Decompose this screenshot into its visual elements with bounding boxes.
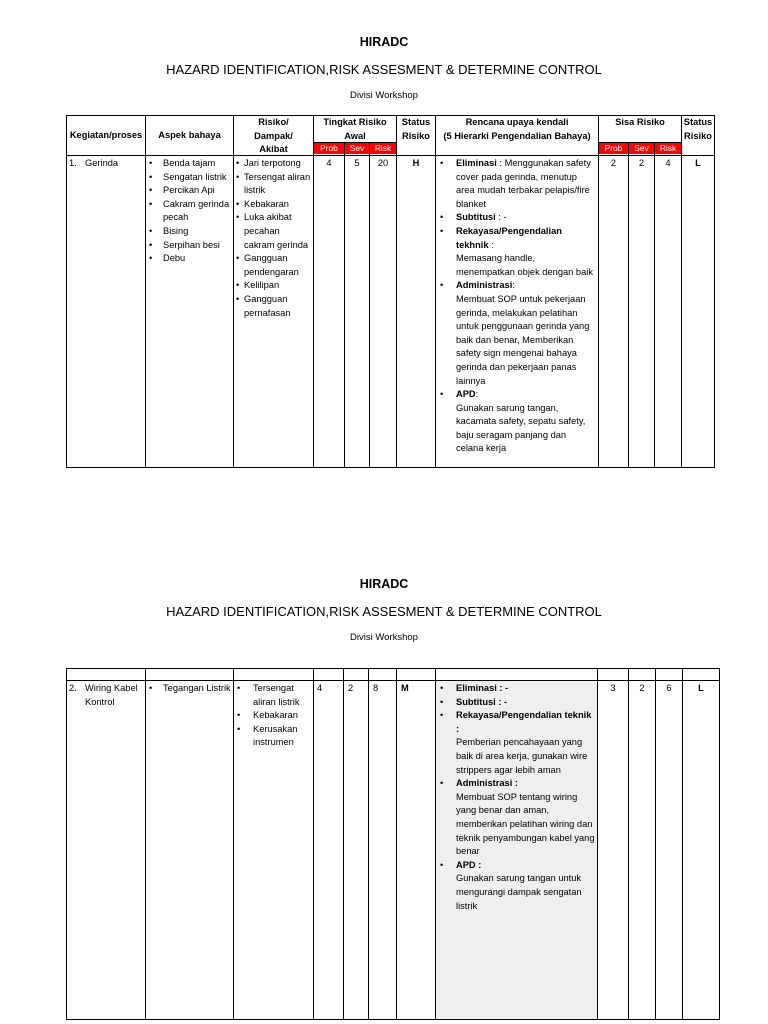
row2-aspek-list xyxy=(147,682,232,696)
header-aspek: Aspek bahaya xyxy=(158,130,221,140)
list-item: • Serpihan besi xyxy=(147,239,232,253)
section2-title: HIRADC xyxy=(359,577,409,591)
header-sev: Sev xyxy=(345,143,369,154)
admin-body: Membuat SOP tentang wiring yang benar dan aman, memberikan pelatihan wiring dan teknik penyambungan kabel yang benar xyxy=(456,791,595,857)
apd-body: Gunakan sarung tangan untuk mengurangi dampak sengatan listrik xyxy=(456,873,582,911)
row1-kegiatan: Gerinda xyxy=(85,158,119,168)
header-status-akhir-line1: Status xyxy=(683,117,713,127)
list-item: • Tersengat aliran listrik xyxy=(235,682,311,709)
row2-prob: 4 xyxy=(317,683,323,693)
subtitusi-text: : - xyxy=(495,212,507,223)
list-item xyxy=(438,682,596,696)
rekayasa-body: Memasang handle, menempatkan objek dengan baik xyxy=(456,253,593,277)
list-item: • Kerusakan instrumen xyxy=(235,723,311,750)
row2-status: M xyxy=(401,683,409,693)
row1-prob: 4 xyxy=(326,158,332,168)
header-risiko xyxy=(234,116,313,157)
header-tingkat-line1: Tingkat Risiko xyxy=(323,117,387,127)
rekayasa-label: Rekayasa/Pengendalian teknik : xyxy=(456,710,592,734)
row1-sisa-prob: 2 xyxy=(610,158,617,168)
header-status-line2: Risiko xyxy=(402,130,430,141)
header-status xyxy=(397,116,435,143)
row1-sisa-sev: 2 xyxy=(638,158,645,168)
list-item: • Jari terpotong xyxy=(234,157,312,171)
list-item xyxy=(438,388,596,456)
header-risiko-line3: Akibat xyxy=(259,144,288,155)
list-item xyxy=(438,777,596,859)
admin-label: Administrasi : xyxy=(456,778,518,789)
header-prob: Prob xyxy=(314,143,344,154)
row2-risk: 8 xyxy=(373,683,379,693)
list-item: • Tersengat aliran listrik xyxy=(234,171,312,198)
header-sisa: Sisa Risiko xyxy=(615,117,665,127)
row1-status: H xyxy=(412,158,420,168)
rekayasa-body: Pemberian pencahayaan yang baik di area kerja, gunakan wire strippers agar lebih aman xyxy=(456,737,588,775)
list-item: • Gangguan pendengaran xyxy=(234,252,312,279)
rekayasa-label: Rekayasa/Pengendalian tekhnik xyxy=(456,225,562,250)
row2-no: 2. xyxy=(69,683,77,693)
list-item: • Sengatan listrik xyxy=(147,171,232,185)
row1-sisa-status: L xyxy=(695,158,701,168)
section1-subtitle: HAZARD IDENTIFICATION,RISK ASSESMENT & DETERMINE CONTROL xyxy=(166,62,602,77)
row1-rencana-list xyxy=(438,157,596,456)
header-sisa-sev: Sev xyxy=(629,143,654,154)
row1-sev: 5 xyxy=(354,158,360,168)
list-item xyxy=(438,696,596,710)
eliminasi-label: Eliminasi xyxy=(456,158,497,168)
eliminasi-text: : Menggunakan safety cover pada gerinda, menutup area mudah terbakar pelapis/fire blanket xyxy=(456,158,591,209)
section1-title: HIRADC xyxy=(359,35,409,49)
subtitusi-label: Subtitusi : - xyxy=(456,696,508,707)
list-item: • Kelilipan xyxy=(234,279,312,293)
row2-sisa-sev: 2 xyxy=(639,683,645,693)
list-item xyxy=(438,279,596,388)
header-risk: Risk xyxy=(370,143,396,154)
list-item: • Gangguan pernafasan xyxy=(234,293,312,320)
list-item: • Luka akibat pecahan cakram gerinda xyxy=(234,211,312,252)
header-status-akhir-line2: Risiko xyxy=(684,130,712,141)
header-rencana-line1: Rencana upaya kendali xyxy=(465,117,569,127)
row2-sisa-status: L xyxy=(698,683,704,693)
subtitusi-label: Subtitusi xyxy=(456,212,496,223)
list-item: • Percikan Api xyxy=(147,184,232,198)
row2-risiko-list xyxy=(235,682,311,750)
header-tingkat xyxy=(314,116,396,143)
row2-kegiatan: Wiring Kabel Kontrol xyxy=(85,683,138,707)
admin-text: : xyxy=(512,280,515,291)
row1-sisa-risk: 4 xyxy=(665,158,671,168)
header-rencana xyxy=(436,116,598,143)
list-item: • Benda tajam xyxy=(147,157,232,171)
apd-body: Gunakan sarung tangan, kacamata safety, sepatu safety, baju seragam panjang dan celana kerja xyxy=(456,402,586,454)
header-sisa-risk: Risk xyxy=(655,143,681,154)
row2-sisa-risk: 6 xyxy=(666,683,672,693)
list-item xyxy=(438,709,596,777)
list-item: • Debu xyxy=(147,252,232,266)
list-item: • Kebakaran xyxy=(234,198,312,212)
row1-no: 1. xyxy=(69,158,77,168)
section2-division: Divisi Workshop xyxy=(350,632,418,643)
apd-text: : xyxy=(475,389,479,400)
row1-aspek-list xyxy=(147,157,232,266)
row1-risk: 20 xyxy=(377,158,389,168)
apd-label: APD xyxy=(456,389,476,400)
header-sisa-prob: Prob xyxy=(599,143,628,154)
row2-rencana-list xyxy=(438,682,596,913)
header-rencana-line2: (5 Hierarki Pengendalian Bahaya) xyxy=(443,130,591,141)
apd-label: APD : xyxy=(456,859,482,870)
section1-division: Divisi Workshop xyxy=(350,90,418,101)
list-item: • Bising xyxy=(147,225,232,239)
list-item xyxy=(438,157,596,211)
admin-label: Administrasi xyxy=(456,280,513,291)
row2-sev: 2 xyxy=(348,683,354,693)
section2-subtitle: HAZARD IDENTIFICATION,RISK ASSESMENT & DETERMINE CONTROL xyxy=(166,604,602,619)
list-item: • Kebakaran xyxy=(235,709,311,723)
list-item: • Tegangan Listrik xyxy=(147,682,232,696)
header-risiko-line1: Risiko/ xyxy=(258,117,289,127)
row2-sisa-prob: 3 xyxy=(610,683,616,693)
list-item xyxy=(438,211,596,225)
header-status-akhir xyxy=(682,116,714,143)
header-status-line1: Status xyxy=(401,117,431,127)
header-kegiatan: Kegiatan/proses xyxy=(69,130,143,140)
header-tingkat-line2: Awal xyxy=(344,130,366,141)
header-risiko-line2: Dampak/ xyxy=(254,130,293,141)
eliminasi-label: Eliminasi : - xyxy=(456,683,509,693)
list-item xyxy=(438,859,596,913)
admin-body: Membuat SOP untuk pekerjaan gerinda, melakukan pelatihan untuk penggunaan gerinda yang baik dan benar, Memberikan safety sign mengenai bahaya gerinda dan pekerjaan panas lainnya xyxy=(456,293,590,386)
list-item xyxy=(438,225,596,279)
list-item: • Cakram gerinda pecah xyxy=(147,198,232,225)
rekayasa-text: : xyxy=(488,239,494,250)
row1-risiko-list xyxy=(234,157,312,320)
